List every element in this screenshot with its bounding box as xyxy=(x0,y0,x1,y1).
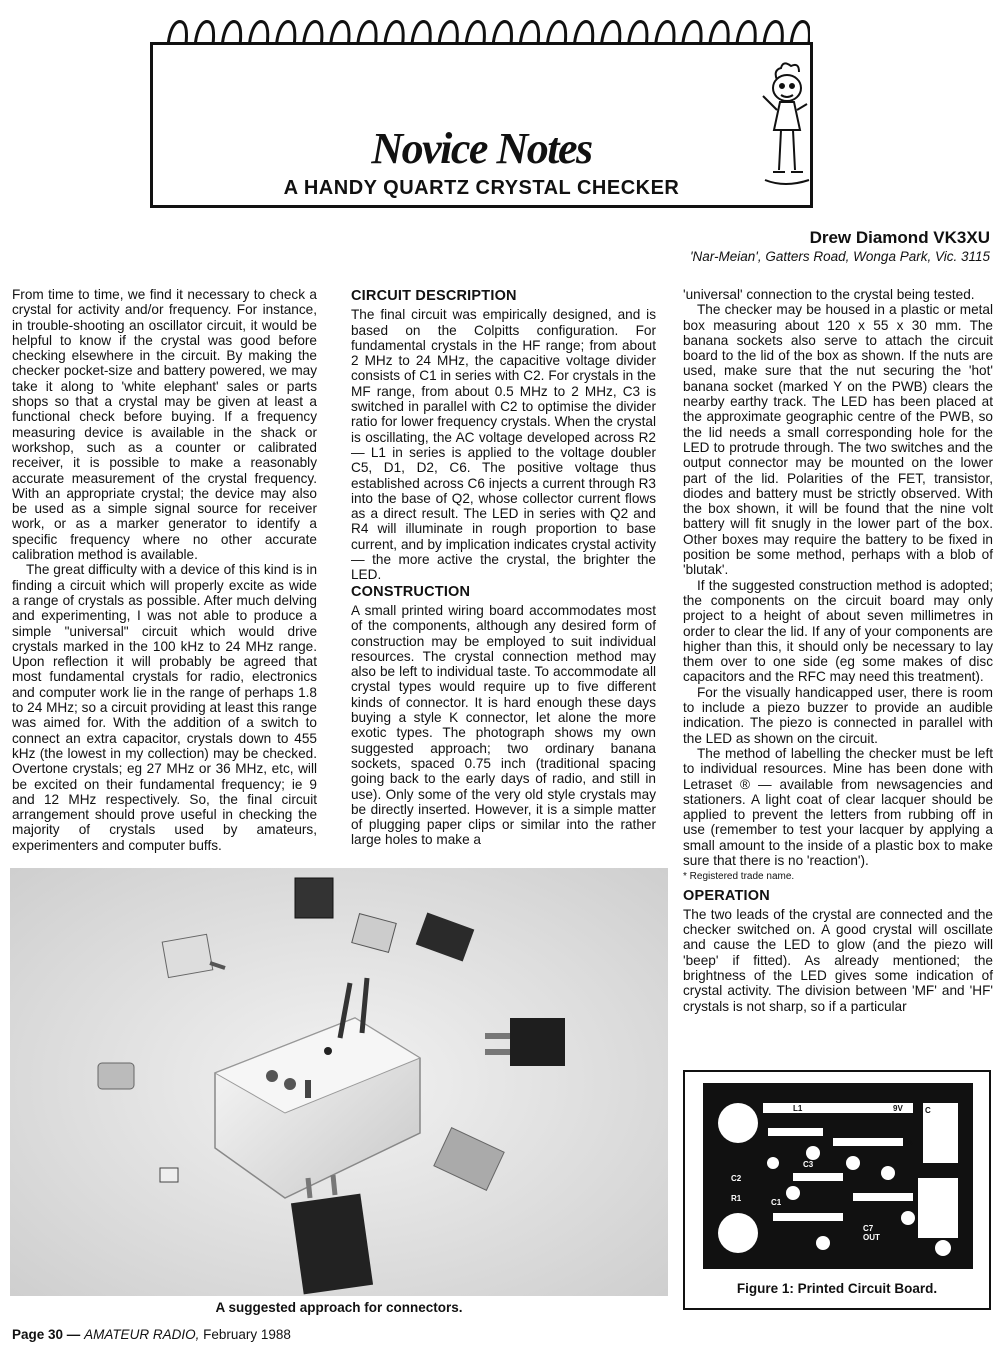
cartoon-mascot-illustration xyxy=(755,62,815,192)
text-column-2 xyxy=(351,287,656,848)
pcb-label: C1 xyxy=(771,1198,782,1207)
printed-circuit-board-figure xyxy=(703,1083,973,1269)
paragraph: The two leads of the crystal are connected and the checker switched on. A good crystal will oscillate and cause the LED to glow (and the piezo will 'beep' if fitted). As already mentioned; the brightness of the LED gives some indication of crystal activity. The division between 'MF' and 'HF' crystals is not sharp, so if a particular xyxy=(683,906,993,1014)
pcb-label: C5 xyxy=(863,1194,874,1203)
paragraph: The checker may be housed in a plastic or metal box measuring about 120 x 55 x 30 mm. The banana sockets also serve to attach the circuit board to the lid of the box as shown. If the nuts are used, make sure that the nut securing the 'hot' banana socket (marked Y on the PWB) clears the nearby earthy track. The LED has been placed at the approximate geographic centre of the PWB, so the lid needs a small corresponding hole for the LED to protrude through. The two switches and the output connector may be mounted on the lower part of the lid. Polarities of the FET, transistor, diodes and battery must be strictly observed. With the box shown, it will be found that the nine volt battery will fit snugly in the lower part of the box. Other boxes may require the battery to be fixed in position be some method, perhaps with a blob of 'blutak'. xyxy=(683,302,993,578)
header-notepad-box xyxy=(150,42,813,208)
pcb-label: OUT xyxy=(863,1233,880,1242)
paragraph: 'universal' connection to the crystal being tested. xyxy=(683,287,975,302)
photo-caption: A suggested approach for connectors. xyxy=(215,1300,463,1315)
figure-caption: Figure 1: Printed Circuit Board. xyxy=(736,1281,938,1296)
paragraph: The method of labelling the checker must be left to individual resources. Mine has been done with Letraset ® — available from newsagencies and stationers. A light coat of clear lacquer should be applied to prevent the letters from rubbing off in use (remember to test your lacquer by applying a small amount to the inside of a plastic box to make sure that there is no 'reaction'). xyxy=(683,745,993,868)
section-heading-construction: CONSTRUCTION xyxy=(351,583,471,600)
paragraph: If the suggested construction method is adopted; the components on the circuit board may only project to a height of about seven millimetres in order to clear the lid. If any of your components are higher than this, it should only be necessary to lay them over to one side (eg some makes of disc capacitors and the RFC may need this treatment). xyxy=(683,577,993,685)
magazine-name: AMATEUR RADIO, xyxy=(84,1327,200,1342)
text-column-3 xyxy=(683,287,993,1014)
pcb-label: R1 xyxy=(731,1194,742,1203)
author-address: 'Nar-Meian', Gatters Road, Wonga Park, Vic. 3115 xyxy=(689,249,990,264)
pcb-label: C2 xyxy=(731,1174,742,1183)
text-column-1 xyxy=(12,287,317,853)
pcb-label: C7 xyxy=(863,1224,874,1233)
footnote: * Registered trade name. xyxy=(683,871,795,883)
article-title: A HANDY QUARTZ CRYSTAL CHECKER xyxy=(283,177,680,199)
pcb-label: C6 xyxy=(925,1231,936,1240)
author-name: Drew Diamond VK3XU xyxy=(809,228,990,247)
pcb-label: L1 xyxy=(793,1104,803,1113)
page-footer xyxy=(12,1327,291,1342)
column-title: Novice Notes xyxy=(371,124,592,173)
section-heading-circuit-description: CIRCUIT DESCRIPTION xyxy=(351,288,517,304)
section-heading-operation: OPERATION xyxy=(683,887,770,904)
paragraph: For the visually handicapped user, there is room to include a piezo buzzer to provide an audible indication. The piezo is connected in parallel with the LED as shown on the circuit. xyxy=(683,684,993,746)
pcb-label: C xyxy=(925,1106,931,1115)
pcb-label: R4 xyxy=(903,1138,914,1147)
page-number: Page 30 — xyxy=(12,1327,81,1342)
paragraph: From time to time, we find it necessary to check a crystal for activity and/or frequency. For instance, in trouble-shooting an oscillator circuit, it would be helpful to know if the crystal was good before checking elsewhere in the circuit. By making the checker pocket-size and battery powered, we may take it along to 'white elephant' sales or parts shops so that a crystal may be given at least a functional check before buying. If a frequency measuring device is available in the shack or workshop, such as a counter or calibrated receiver, it is possible to make a reasonably accurate measurement of the crystal frequency. With an appropriate crystal; the device may also be used as a simple signal source for receiver work, or as a marker generator to identify a specific frequency where no other accurate calibration method is available. xyxy=(12,287,317,563)
issue-date: February 1988 xyxy=(203,1327,291,1342)
paragraph: The final circuit was empirically designed, and is based on the Colpitts configuration. For fundamental crystals in the HF range; from about 2 MHz to 24 MHz, the capacitive voltage divider consists of C1 in series with C2. For crystals in the MF range, from about 0.5 MHz to 2 MHz, C3 is switched in parallel with C2 to optimise the divider ratio for lower frequency crystals. When the crystal is oscillating, the AC voltage developed across R2 — L1 in series is applied to the voltage doubler C5, D1, D2, C6. The positive voltage thus established across C6 injects a current through R3 into the base of Q2, whose collector current flows as a direct result. The LED in series with Q2 and R4 will illuminate in rough proportion to base current, and by implication indicates crystal activity — the more active the crystal, the brighter the LED. xyxy=(351,307,656,583)
connectors-photograph xyxy=(10,868,668,1296)
pcb-label: 9V xyxy=(893,1104,903,1113)
pcb-label: C3 xyxy=(803,1160,814,1169)
paragraph: The great difficulty with a device of this kind is in finding a circuit which will properly excite as wide a range of crystals as possible. After much delving and experimenting, I was not able to produce a simple "universal" circuit which would drive crystals marked in the 100 kHz to 24 MHz range. Upon reflection it will probably be agreed that most fundamental crystals for radio, electronics and computer work lie in the range of perhaps 1.8 to 24 MHz; so a circuit providing at least this range was aimed for. With the addition of a switch to connect an extra capacitor, crystals down to 455 kHz (the lowest in my collection) may be checked. Overtone crystals; eg 27 MHz or 36 MHz, etc, will be excited on their fundamental frequency; ie 9 and 12 MHz respectively. So, the final circuit arrangement should prove useful in checking the majority of crystals used by amateurs, experimenters and computer buffs. xyxy=(12,562,317,853)
paragraph: A small printed wiring board accommodates most of the components, although any desired form of construction may be employed to suit individual resources. The crystal connection method may also be left to individual taste. To accommodate all crystal types would require up to five different kinds of connector. It is hard enough these days buying a style K connector, let alone the more exotic types. The photograph shows my own suggested approach; two ordinary banana sockets, spaced 0.75 inch (traditional spacing going back to the early days of radio, and still in use). Only some of the very old style crystals may be directly inserted. However, it is a simple matter of plugging paper clips or similar into the rather large holes to make a xyxy=(351,602,656,848)
